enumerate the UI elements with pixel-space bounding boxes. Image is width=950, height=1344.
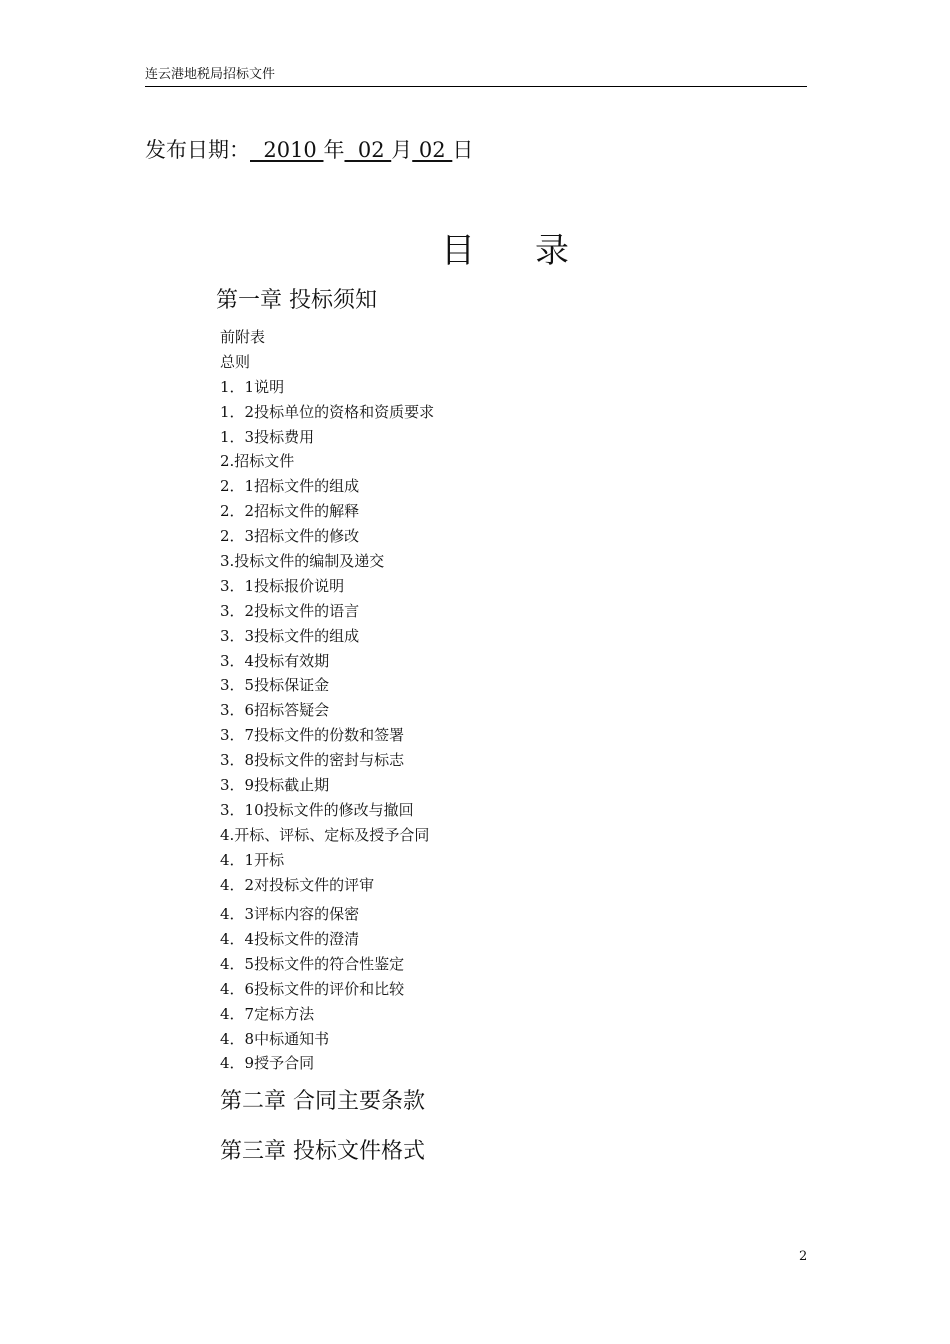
toc-item[interactable]: 3．5投标保证金 <box>220 676 330 695</box>
publish-date-year-unit: 年 <box>323 138 345 162</box>
toc-item[interactable]: 3．9投标截止期 <box>220 776 330 795</box>
publish-date-label: 发布日期： <box>145 138 250 162</box>
toc-chapter-3[interactable]: 第三章 投标文件格式 <box>220 1139 425 1164</box>
publish-date-year: 2010 <box>250 138 324 162</box>
publish-date-month-unit: 月 <box>391 138 413 162</box>
toc-item[interactable]: 4．9授予合同 <box>220 1054 315 1073</box>
publish-date-month: 02 <box>344 138 392 162</box>
toc-item[interactable]: 2．2招标文件的解释 <box>220 502 360 521</box>
toc-item[interactable]: 4．6投标文件的评价和比较 <box>220 979 405 998</box>
publish-date-day: 02 <box>412 138 453 162</box>
toc-item[interactable]: 3．6招标答疑会 <box>220 701 330 720</box>
toc-item[interactable]: 3．8投标文件的密封与标志 <box>220 751 405 770</box>
toc-item[interactable]: 总则 <box>220 352 251 371</box>
toc-item[interactable]: 4.开标、评标、定标及授予合同 <box>220 825 430 844</box>
toc-item[interactable]: 4．7定标方法 <box>220 1004 315 1023</box>
toc-item[interactable]: 3．10投标文件的修改与撤回 <box>220 800 414 819</box>
toc-list <box>220 325 434 1076</box>
toc-title-part2: 录 <box>535 231 569 271</box>
toc-item[interactable]: 4．1开标 <box>220 850 285 869</box>
toc-item[interactable]: 2．1招标文件的组成 <box>220 477 360 496</box>
toc-item[interactable]: 4．5投标文件的符合性鉴定 <box>220 954 405 973</box>
toc-item[interactable]: 1．2投标单位的资格和资质要求 <box>220 402 435 421</box>
toc-item[interactable]: 前附表 <box>220 328 266 346</box>
header-title: 连云港地税局招标文件 <box>145 67 276 82</box>
toc-item[interactable]: 2.招标文件 <box>220 452 295 471</box>
page-header <box>145 64 807 87</box>
toc-item[interactable]: 4．2对投标文件的评审 <box>220 875 375 894</box>
toc-title <box>441 228 569 274</box>
publish-date-day-unit: 日 <box>452 138 474 162</box>
toc-item[interactable]: 4．3评标内容的保密 <box>220 905 360 924</box>
toc-title-part1: 目 <box>441 231 475 271</box>
page-number: 2 <box>799 1249 808 1264</box>
toc-item[interactable]: 3.投标文件的编制及递交 <box>220 552 385 571</box>
toc-item[interactable]: 1．1说明 <box>220 377 285 396</box>
toc-chapter-2[interactable]: 第二章 合同主要条款 <box>220 1089 425 1114</box>
publish-date <box>145 136 473 164</box>
toc-item[interactable]: 3．2投标文件的语言 <box>220 601 360 620</box>
toc-item[interactable]: 3．1投标报价说明 <box>220 576 345 595</box>
toc-item[interactable]: 3．4投标有效期 <box>220 651 330 670</box>
toc-item[interactable]: 3．3投标文件的组成 <box>220 626 360 645</box>
toc-chapter-1[interactable]: 第一章 投标须知 <box>216 288 377 313</box>
toc-item[interactable]: 1．3投标费用 <box>220 427 315 446</box>
toc-item[interactable]: 3．7投标文件的份数和签署 <box>220 726 405 745</box>
toc-item[interactable]: 2．3招标文件的修改 <box>220 527 360 546</box>
toc-item[interactable]: 4．4投标文件的澄清 <box>220 929 360 948</box>
toc-item[interactable]: 4．8中标通知书 <box>220 1029 330 1048</box>
